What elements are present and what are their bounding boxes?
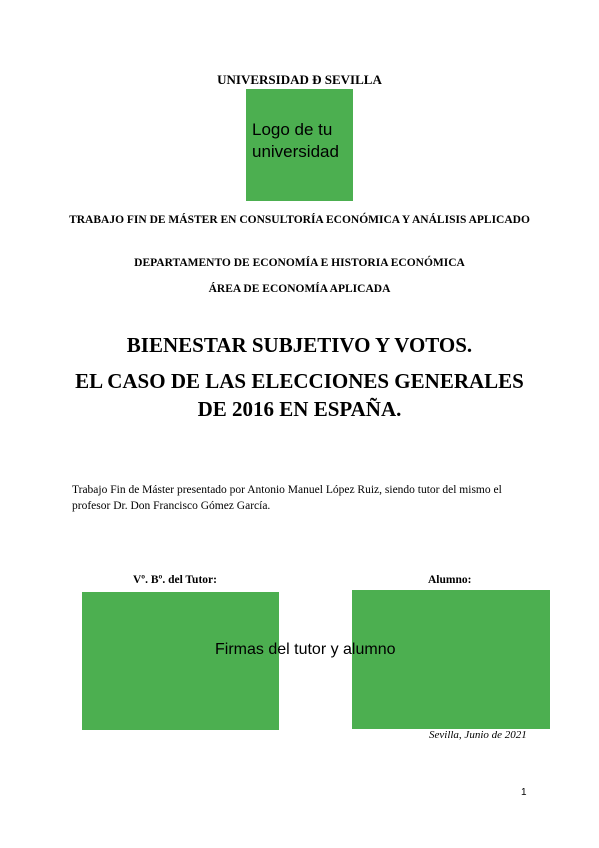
thesis-title-line-1: BIENESTAR SUBJETIVO Y VOTOS. [126,333,473,357]
student-label: Alumno: [428,574,472,586]
page-number: 1 [521,787,527,798]
university-logo-placeholder [246,89,353,201]
area-name: ÁREA DE ECONOMÍA APLICADA [208,283,391,295]
student-signature-placeholder [352,590,550,729]
thesis-title-line-3: DE 2016 EN ESPAÑA. [197,397,402,421]
department-name: DEPARTAMENTO DE ECONOMÍA E HISTORIA ECONÓMICA [134,257,465,269]
signatures-placeholder-text: Firmas del tutor y alumno [215,641,396,658]
master-program-title: TRABAJO FIN DE MÁSTER EN CONSULTORÍA ECONÓMICA Y ANÁLISIS APLICADO [69,214,530,226]
tutor-signature-placeholder [82,592,279,730]
thesis-title-line-2: EL CASO DE LAS ELECCIONES GENERALES [75,369,524,393]
place-and-date: Sevilla, Junio de 2021 [429,729,527,741]
logo-placeholder-text: Logo de tu universidad [252,120,339,161]
university-name: UNIVERSIDAD Ð SEVILLA [217,72,382,87]
tutor-approval-label: Vº. Bº. del Tutor: [133,574,217,586]
presentation-statement: Trabajo Fin de Máster presentado por Antonio Manuel López Ruiz, siendo tutor del mismo el profesor Dr. Don Francisco Gómez García. [72,484,502,512]
